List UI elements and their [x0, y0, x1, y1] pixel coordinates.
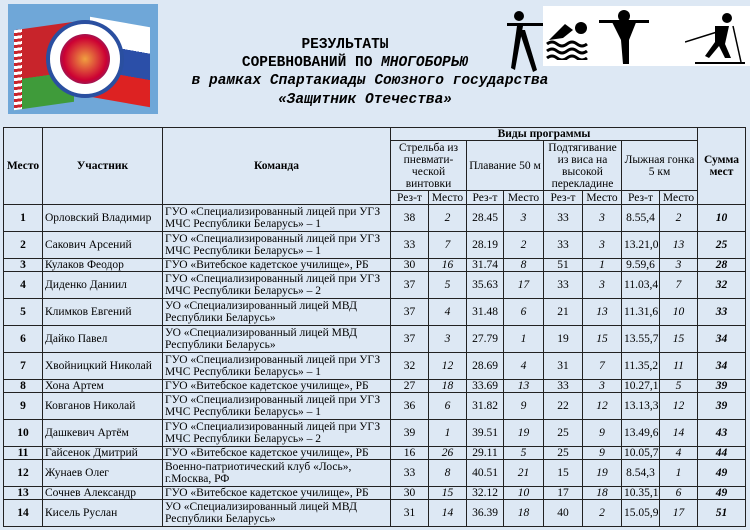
- team-cell: ГУО «Витебское кадетское училище», РБ: [163, 380, 391, 393]
- place-cell: 3: [4, 259, 43, 272]
- title-results: РЕЗУЛЬТАТЫ: [301, 37, 389, 53]
- ski-result-cell: 13.55,7: [622, 326, 660, 353]
- sum-cell: 33: [698, 299, 746, 326]
- team-cell: ГУО «Специализированный лицей при УГЗ МЧС Республики Беларусь» – 1: [163, 353, 391, 380]
- participant-cell: Кулаков Феодор: [43, 259, 163, 272]
- header-participant: Участник: [43, 128, 163, 205]
- pullups-result-cell: 33: [544, 380, 583, 393]
- pullups-result-cell: 33: [544, 205, 583, 232]
- shooting-place-cell: 16: [429, 259, 467, 272]
- ski-result-cell: 10.05,7: [622, 447, 660, 460]
- table-row: [4, 232, 746, 259]
- swimming-result-cell: 27.79: [467, 326, 504, 353]
- place-cell: 9: [4, 393, 43, 420]
- pullups-result-cell: 31: [544, 353, 583, 380]
- sport-icons: [505, 6, 750, 66]
- ski-place-cell: 14: [660, 420, 698, 447]
- ski-place-cell: 1: [660, 460, 698, 487]
- swimming-place-cell: 19: [504, 420, 544, 447]
- ski-place-cell: 4: [660, 447, 698, 460]
- participant-cell: Дашкевич Артём: [43, 420, 163, 447]
- place-cell: 2: [4, 232, 43, 259]
- table-row: [4, 205, 746, 232]
- ski-place-cell: 10: [660, 299, 698, 326]
- pullups-result-cell: 33: [544, 272, 583, 299]
- ski-result-cell: 13.49,6: [622, 420, 660, 447]
- ski-place-cell: 6: [660, 487, 698, 500]
- pullups-result-cell: 17: [544, 487, 583, 500]
- pullups-result-cell: 33: [544, 232, 583, 259]
- shooting-place-cell: 12: [429, 353, 467, 380]
- ski-place-cell: 13: [660, 232, 698, 259]
- sum-cell: 10: [698, 205, 746, 232]
- swimming-result-cell: 32.12: [467, 487, 504, 500]
- place-cell: 1: [4, 205, 43, 232]
- shooting-place-cell: 26: [429, 447, 467, 460]
- sum-cell: 39: [698, 393, 746, 420]
- swimming-place-cell: 10: [504, 487, 544, 500]
- team-cell: ГУО «Витебское кадетское училище», РБ: [163, 447, 391, 460]
- participant-cell: Диденко Даниил: [43, 272, 163, 299]
- table-row: [4, 420, 746, 447]
- ski-place-cell: 17: [660, 500, 698, 527]
- swimming-result-cell: 31.82: [467, 393, 504, 420]
- swimming-place-cell: 6: [504, 299, 544, 326]
- subheader-result: Рез-т: [391, 191, 429, 205]
- team-cell: ГУО «Витебское кадетское училище», РБ: [163, 487, 391, 500]
- pullups-place-cell: 9: [583, 447, 622, 460]
- place-cell: 6: [4, 326, 43, 353]
- participant-cell: Климков Евгений: [43, 299, 163, 326]
- pullups-place-cell: 9: [583, 420, 622, 447]
- place-cell: 7: [4, 353, 43, 380]
- shooting-result-cell: 38: [391, 205, 429, 232]
- shooting-result-cell: 36: [391, 393, 429, 420]
- ski-result-cell: 15.05,9: [622, 500, 660, 527]
- pullups-result-cell: 19: [544, 326, 583, 353]
- shooting-place-cell: 4: [429, 299, 467, 326]
- shooting-result-cell: 33: [391, 232, 429, 259]
- header-sum: Сумма мест: [698, 128, 746, 205]
- shooting-result-cell: 30: [391, 487, 429, 500]
- subheader-place: Место: [583, 191, 622, 205]
- swimming-place-cell: 17: [504, 272, 544, 299]
- table-row: [4, 353, 746, 380]
- team-cell: ГУО «Витебское кадетское училище», РБ: [163, 259, 391, 272]
- table-row: [4, 272, 746, 299]
- table-row: [4, 259, 746, 272]
- results-table: [3, 127, 746, 527]
- swimming-result-cell: 28.45: [467, 205, 504, 232]
- pullups-place-cell: 3: [583, 205, 622, 232]
- swimming-result-cell: 28.69: [467, 353, 504, 380]
- subheader-place: Место: [504, 191, 544, 205]
- sum-cell: 43: [698, 420, 746, 447]
- shooting-result-cell: 37: [391, 299, 429, 326]
- place-cell: 13: [4, 487, 43, 500]
- title-defender: «Защитник Отечества»: [277, 92, 453, 108]
- ski-place-cell: 2: [660, 205, 698, 232]
- pullups-place-cell: 7: [583, 353, 622, 380]
- sum-cell: 32: [698, 272, 746, 299]
- sum-cell: 39: [698, 380, 746, 393]
- swimming-result-cell: 35.63: [467, 272, 504, 299]
- swimming-result-cell: 31.74: [467, 259, 504, 272]
- shooting-place-cell: 7: [429, 232, 467, 259]
- team-cell: УО «Специализированный лицей МВД Республики Беларусь»: [163, 299, 391, 326]
- sum-cell: 51: [698, 500, 746, 527]
- team-cell: ГУО «Специализированный лицей при УГЗ МЧС Республики Беларусь» – 1: [163, 232, 391, 259]
- pullups-place-cell: 15: [583, 326, 622, 353]
- team-cell: ГУО «Специализированный лицей при УГЗ МЧС Республики Беларусь» – 1: [163, 205, 391, 232]
- team-cell: УО «Специализированный лицей МВД Республики Беларусь»: [163, 326, 391, 353]
- team-cell: УО «Специализированный лицей МВД Республики Беларусь»: [163, 500, 391, 527]
- shooting-icon: [505, 10, 545, 90]
- pullups-place-cell: 13: [583, 299, 622, 326]
- participant-cell: Кисель Руслан: [43, 500, 163, 527]
- shooting-result-cell: 30: [391, 259, 429, 272]
- sum-cell: 28: [698, 259, 746, 272]
- swimming-icon: [545, 14, 591, 60]
- place-cell: 10: [4, 420, 43, 447]
- ski-place-cell: 15: [660, 326, 698, 353]
- swimming-place-cell: 8: [504, 259, 544, 272]
- header-pullups: Подтягивание из виса на высокой перекладине: [544, 141, 622, 191]
- participant-cell: Хона Артем: [43, 380, 163, 393]
- swimming-place-cell: 5: [504, 447, 544, 460]
- pullups-place-cell: 3: [583, 232, 622, 259]
- swimming-result-cell: 31.48: [467, 299, 504, 326]
- table-row: [4, 380, 746, 393]
- ski-place-cell: 3: [660, 259, 698, 272]
- swimming-place-cell: 21: [504, 460, 544, 487]
- ski-place-cell: 7: [660, 272, 698, 299]
- pullups-place-cell: 18: [583, 487, 622, 500]
- pullups-place-cell: 2: [583, 500, 622, 527]
- pullups-place-cell: 19: [583, 460, 622, 487]
- pullups-result-cell: 25: [544, 447, 583, 460]
- participant-cell: Жунаев Олег: [43, 460, 163, 487]
- participant-cell: Ковганов Николай: [43, 393, 163, 420]
- table-row: [4, 326, 746, 353]
- shooting-place-cell: 3: [429, 326, 467, 353]
- ski-place-cell: 5: [660, 380, 698, 393]
- pullups-result-cell: 22: [544, 393, 583, 420]
- title-competition-prefix: СОРЕВНОВАНИЙ ПО: [241, 55, 382, 71]
- ski-result-cell: 13.13,3: [622, 393, 660, 420]
- subheader-result: Рез-т: [622, 191, 660, 205]
- place-cell: 8: [4, 380, 43, 393]
- table-row: [4, 460, 746, 487]
- shooting-result-cell: 16: [391, 447, 429, 460]
- header-program: Виды программы: [391, 128, 698, 141]
- sum-cell: 49: [698, 460, 746, 487]
- participant-cell: Сакович Арсений: [43, 232, 163, 259]
- shooting-result-cell: 37: [391, 326, 429, 353]
- ski-result-cell: 10.27,1: [622, 380, 660, 393]
- swimming-place-cell: 3: [504, 205, 544, 232]
- shooting-place-cell: 6: [429, 393, 467, 420]
- shooting-result-cell: 33: [391, 460, 429, 487]
- participant-cell: Сочнев Александр: [43, 487, 163, 500]
- header-shooting: Стрельба из пневмати-ческой винтовки: [391, 141, 467, 191]
- pullups-result-cell: 15: [544, 460, 583, 487]
- ski-place-cell: 11: [660, 353, 698, 380]
- sum-cell: 44: [698, 447, 746, 460]
- pullups-place-cell: 12: [583, 393, 622, 420]
- table-row: [4, 487, 746, 500]
- shooting-result-cell: 31: [391, 500, 429, 527]
- header-place: Место: [4, 128, 43, 205]
- sum-cell: 49: [698, 487, 746, 500]
- swimming-place-cell: 4: [504, 353, 544, 380]
- ski-result-cell: 8.55,4: [622, 205, 660, 232]
- swimming-result-cell: 36.39: [467, 500, 504, 527]
- header-team: Команда: [163, 128, 391, 205]
- title-spartakiad: в рамках Спартакиады Союзного государства: [191, 73, 549, 89]
- pullups-place-cell: 1: [583, 259, 622, 272]
- shooting-place-cell: 18: [429, 380, 467, 393]
- ski-result-cell: 11.03,4: [622, 272, 660, 299]
- swimming-place-cell: 9: [504, 393, 544, 420]
- sum-cell: 25: [698, 232, 746, 259]
- place-cell: 5: [4, 299, 43, 326]
- participant-cell: Дайко Павел: [43, 326, 163, 353]
- shooting-result-cell: 39: [391, 420, 429, 447]
- shooting-place-cell: 5: [429, 272, 467, 299]
- shooting-place-cell: 15: [429, 487, 467, 500]
- swimming-place-cell: 2: [504, 232, 544, 259]
- ski-result-cell: 8.54,3: [622, 460, 660, 487]
- swimming-result-cell: 33.69: [467, 380, 504, 393]
- participant-cell: Хвойницкий Николай: [43, 353, 163, 380]
- swimming-place-cell: 1: [504, 326, 544, 353]
- table-row: [4, 299, 746, 326]
- pullups-result-cell: 25: [544, 420, 583, 447]
- pullups-result-cell: 51: [544, 259, 583, 272]
- pull-up-icon: [599, 10, 649, 66]
- pullups-place-cell: 3: [583, 380, 622, 393]
- subheader-place: Место: [429, 191, 467, 205]
- shooting-place-cell: 1: [429, 420, 467, 447]
- place-cell: 12: [4, 460, 43, 487]
- sum-cell: 34: [698, 326, 746, 353]
- swimming-place-cell: 18: [504, 500, 544, 527]
- table-row: [4, 447, 746, 460]
- place-cell: 4: [4, 272, 43, 299]
- team-cell: Военно-патриотический клуб «Лось», г.Москва, РФ: [163, 460, 391, 487]
- shooting-result-cell: 27: [391, 380, 429, 393]
- team-cell: ГУО «Специализированный лицей при УГЗ МЧС Республики Беларусь» – 1: [163, 393, 391, 420]
- subheader-result: Рез-т: [544, 191, 583, 205]
- sum-cell: 34: [698, 353, 746, 380]
- subheader-result: Рез-т: [467, 191, 504, 205]
- ski-result-cell: 11.35,2: [622, 353, 660, 380]
- pullups-place-cell: 3: [583, 272, 622, 299]
- shooting-place-cell: 2: [429, 205, 467, 232]
- team-cell: ГУО «Специализированный лицей при УГЗ МЧС Республики Беларусь» – 2: [163, 420, 391, 447]
- ski-result-cell: 13.21,0: [622, 232, 660, 259]
- swimming-result-cell: 28.19: [467, 232, 504, 259]
- pullups-result-cell: 40: [544, 500, 583, 527]
- place-cell: 14: [4, 500, 43, 527]
- swimming-result-cell: 40.51: [467, 460, 504, 487]
- results-body: [4, 205, 746, 527]
- shooting-place-cell: 14: [429, 500, 467, 527]
- participant-cell: Орловский Владимир: [43, 205, 163, 232]
- shooting-result-cell: 32: [391, 353, 429, 380]
- swimming-place-cell: 13: [504, 380, 544, 393]
- ski-result-cell: 9.59,6: [622, 259, 660, 272]
- ski-result-cell: 10.35,1: [622, 487, 660, 500]
- header-ski: Лыжная гонка 5 км: [622, 141, 698, 191]
- title-discipline: МНОГОБОРЬЮ: [381, 55, 469, 71]
- ski-place-cell: 12: [660, 393, 698, 420]
- table-row: [4, 393, 746, 420]
- shooting-result-cell: 37: [391, 272, 429, 299]
- place-cell: 11: [4, 447, 43, 460]
- team-cell: ГУО «Специализированный лицей при УГЗ МЧС Республики Беларусь» – 2: [163, 272, 391, 299]
- ski-result-cell: 11.31,6: [622, 299, 660, 326]
- pullups-result-cell: 21: [544, 299, 583, 326]
- participant-cell: Гайсенок Дмитрий: [43, 447, 163, 460]
- swimming-result-cell: 39.51: [467, 420, 504, 447]
- subheader-place: Место: [660, 191, 698, 205]
- swimming-result-cell: 29.11: [467, 447, 504, 460]
- header-swimming: Плавание 50 м: [467, 141, 544, 191]
- skiing-icon: [685, 12, 745, 68]
- shooting-place-cell: 8: [429, 460, 467, 487]
- table-row: [4, 500, 746, 527]
